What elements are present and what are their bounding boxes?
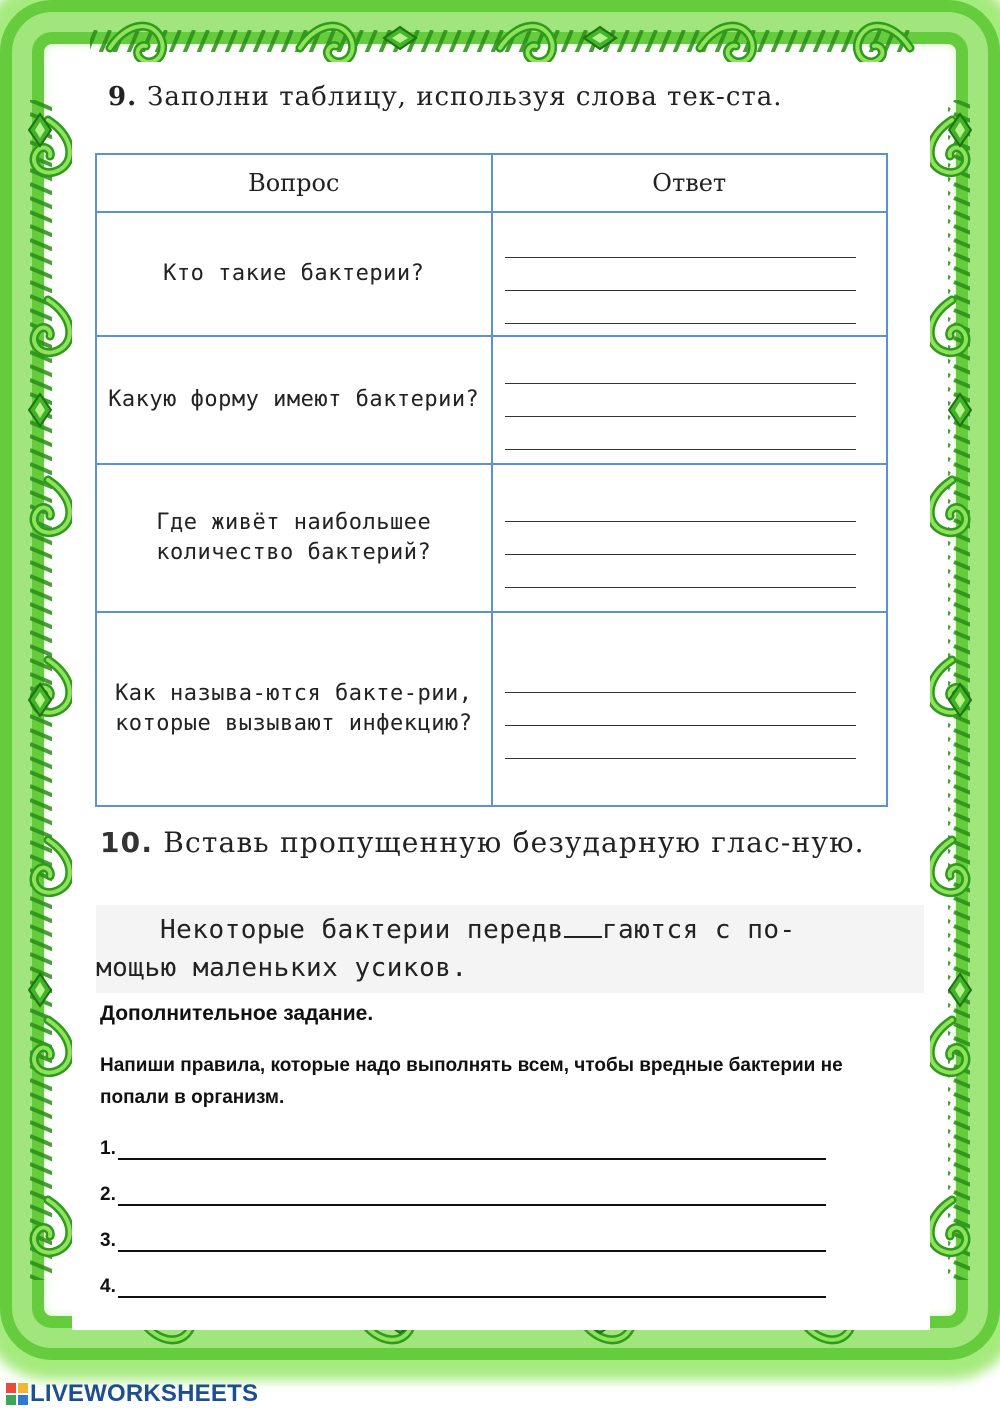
rule-input-line[interactable] xyxy=(118,1230,826,1252)
liveworksheets-brand xyxy=(6,1380,258,1408)
answer-cell xyxy=(492,336,888,464)
question-answer-table xyxy=(95,153,888,807)
extra-task-text: Напиши правила, которые надо выполнять всем, чтобы вредные бактерии не попали в организм. xyxy=(100,1055,843,1108)
task-10-title xyxy=(100,826,890,860)
sentence-line-2: мощью маленьких усиков. xyxy=(96,953,468,983)
answer-cell xyxy=(492,464,888,612)
answer-line[interactable] xyxy=(505,225,857,258)
extra-task-title: Дополнительное задание. xyxy=(100,1002,374,1025)
table-row xyxy=(96,464,887,612)
rule-number: 1. xyxy=(100,1138,116,1159)
task-9-text: Заполни таблицу, используя слова тек-ста. xyxy=(147,82,783,112)
answer-line[interactable] xyxy=(505,489,857,522)
rule-number: 4. xyxy=(100,1276,116,1297)
task-10-sentence xyxy=(96,905,924,993)
header-answer: Ответ xyxy=(492,154,888,212)
task-10-number: 10. xyxy=(100,826,154,859)
answer-line[interactable] xyxy=(505,384,857,417)
task-9-number: 9. xyxy=(108,82,138,112)
question-cell: Какую форму имеют бактерии? xyxy=(96,336,492,464)
rule-number: 2. xyxy=(100,1184,116,1205)
answer-line[interactable] xyxy=(505,351,857,384)
table-header-row xyxy=(96,154,887,212)
table-row xyxy=(96,612,887,806)
answer-line[interactable] xyxy=(505,522,857,555)
answer-line[interactable] xyxy=(505,555,857,588)
question-cell: Где живёт наибольшее количество бактерий? xyxy=(96,464,492,612)
answer-line[interactable] xyxy=(505,291,857,324)
missing-vowel-gap[interactable] xyxy=(564,912,602,938)
rule-input-line[interactable] xyxy=(118,1276,826,1298)
rule-input-line[interactable] xyxy=(118,1184,826,1206)
question-cell: Кто такие бактерии? xyxy=(96,212,492,336)
rule-number: 3. xyxy=(100,1230,116,1251)
sentence-line-1 xyxy=(96,905,924,949)
answer-cell xyxy=(492,212,888,336)
answer-cell xyxy=(492,612,888,806)
rule-line-2 xyxy=(100,1178,826,1206)
liveworksheets-logo-icon xyxy=(6,1383,28,1405)
answer-line[interactable] xyxy=(505,693,857,726)
answer-line[interactable] xyxy=(505,660,857,693)
sentence-part-1: Некоторые бактерии передв xyxy=(160,915,564,945)
answer-line[interactable] xyxy=(505,726,857,759)
header-question: Вопрос xyxy=(96,154,492,212)
rule-line-1 xyxy=(100,1132,826,1160)
sentence-part-2: гаются с по- xyxy=(601,915,796,945)
task-10-text: Вставь пропущенную безударную глас-ную. xyxy=(163,826,865,859)
table-row xyxy=(96,336,887,464)
rule-line-4 xyxy=(100,1270,826,1298)
answer-line[interactable] xyxy=(505,258,857,291)
brand-name: LIVEWORKSHEETS xyxy=(30,1380,259,1407)
rule-line-3 xyxy=(100,1224,826,1252)
task-9-title xyxy=(108,80,888,114)
table-row xyxy=(96,212,887,336)
rule-input-line[interactable] xyxy=(118,1138,826,1160)
answer-line[interactable] xyxy=(505,417,857,450)
question-cell: Как называ-ются бакте-рии, которые вызывают инфекцию? xyxy=(96,612,492,806)
